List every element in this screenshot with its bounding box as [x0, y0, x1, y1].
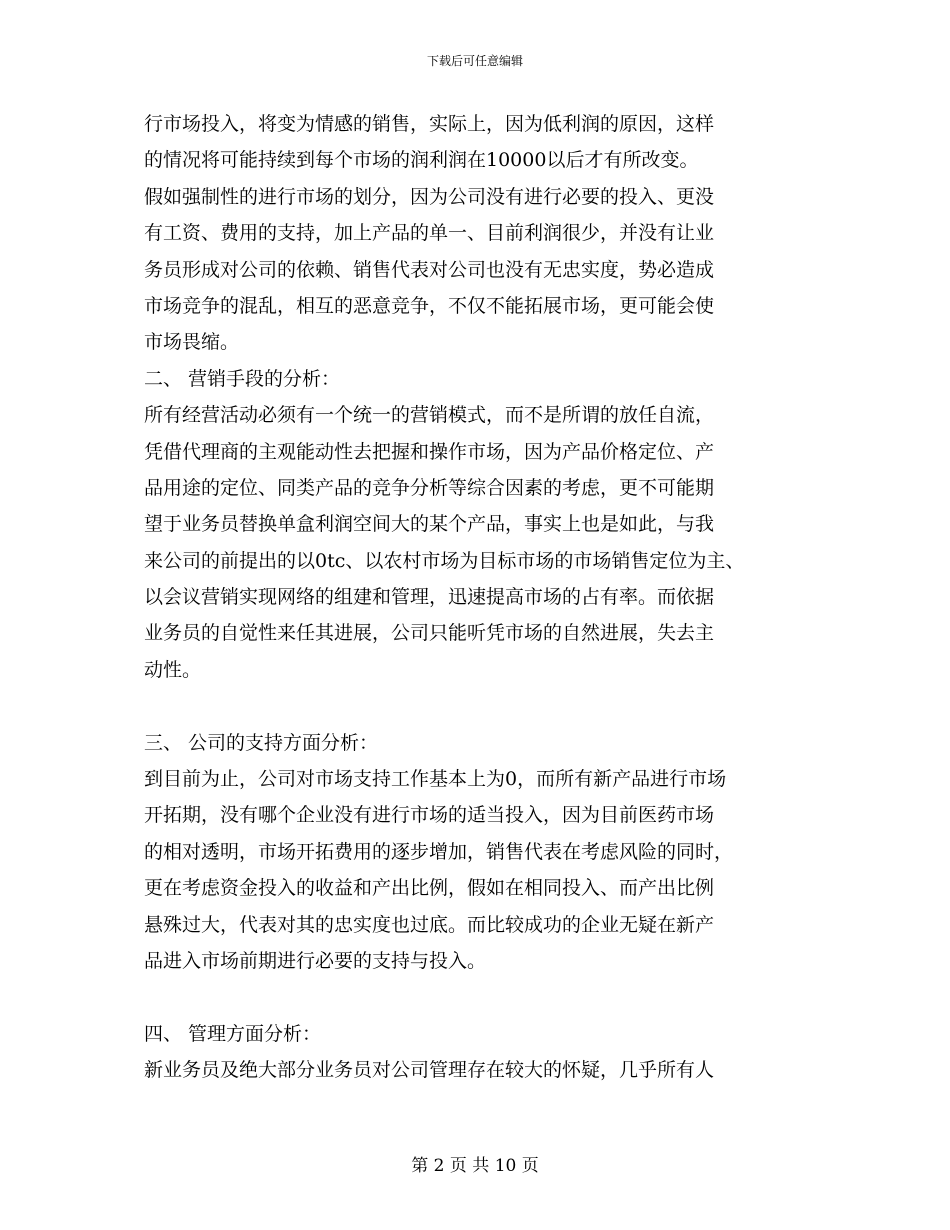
text-line: 到目前为止，公司对市场支持工作基本上为0，而所有新产品进行市场 — [144, 768, 727, 791]
text-line: 四、 管理方面分析： — [144, 1022, 322, 1045]
page-number-footer: 第 2 页 共 10 页 — [411, 1156, 539, 1176]
text-line: 望于业务员替换单盒利润空间大的某个产品，事实上也是如此，与我 — [144, 513, 715, 536]
blank-line — [144, 979, 824, 1015]
text-line: 市场竞争的混乱，相互的恶意竞争，不仅不能拓展市场，更可能会使 — [144, 294, 715, 317]
text-line: 二、 营销手段的分析： — [144, 367, 341, 390]
text-line: 凭借代理商的主观能动性去把握和操作市场，因为产品价格定位、产 — [144, 440, 715, 463]
text-line: 的情况将可能持续到每个市场的润利润在10000以后才有所改变。 — [144, 149, 699, 172]
document-body — [144, 106, 824, 1089]
text-line: 务员形成对公司的依赖、销售代表对公司也没有无忠实度，势必造成 — [144, 258, 715, 281]
text-line: 以会议营销实现网络的组建和管理，迅速提高市场的占有率。而依据 — [144, 586, 715, 609]
text-line: 市场畏缩。 — [144, 331, 240, 354]
text-line: 的相对透明，市场开拓费用的逐步增加，销售代表在考虑风险的同时， — [144, 840, 734, 863]
text-line: 有工资、费用的支持，加上产品的单一、目前利润很少，并没有让业 — [144, 222, 715, 245]
text-line: 三、 公司的支持方面分析： — [144, 731, 379, 754]
text-line: 假如强制性的进行市场的划分，因为公司没有进行必要的投入、更没 — [144, 185, 715, 208]
blank-line — [144, 688, 824, 724]
text-line: 更在考虑资金投入的收益和产出比例，假如在相同投入、而产出比例 — [144, 877, 715, 900]
page-header: 下载后可任意编辑 — [426, 54, 523, 68]
text-line: 悬殊过大，代表对其的忠实度也过底。而比较成功的企业无疑在新产 — [144, 913, 715, 936]
text-line: 动性。 — [144, 658, 202, 681]
text-line: 新业务员及绝大部分业务员对公司管理存在较大的怀疑，几乎所有人 — [144, 1059, 715, 1082]
text-line: 开拓期，没有哪个企业没有进行市场的适当投入，因为目前医药市场 — [144, 804, 715, 827]
text-line: 所有经营活动必须有一个统一的营销模式，而不是所谓的放任自流， — [144, 404, 715, 427]
text-line: 业务员的自觉性来任其进展，公司只能听凭市场的自然进展，失去主 — [144, 622, 715, 645]
text-line: 品进入市场前期进行必要的支持与投入。 — [144, 949, 487, 972]
text-line: 行市场投入，将变为情感的销售，实际上，因为低利润的原因，这样 — [144, 113, 715, 135]
text-line: 来公司的前提出的以0tc、以农村市场为目标市场的市场销售定位为主、 — [144, 549, 745, 572]
text-line: 品用途的定位、同类产品的竞争分析等综合因素的考虑，更不可能期 — [144, 476, 715, 499]
